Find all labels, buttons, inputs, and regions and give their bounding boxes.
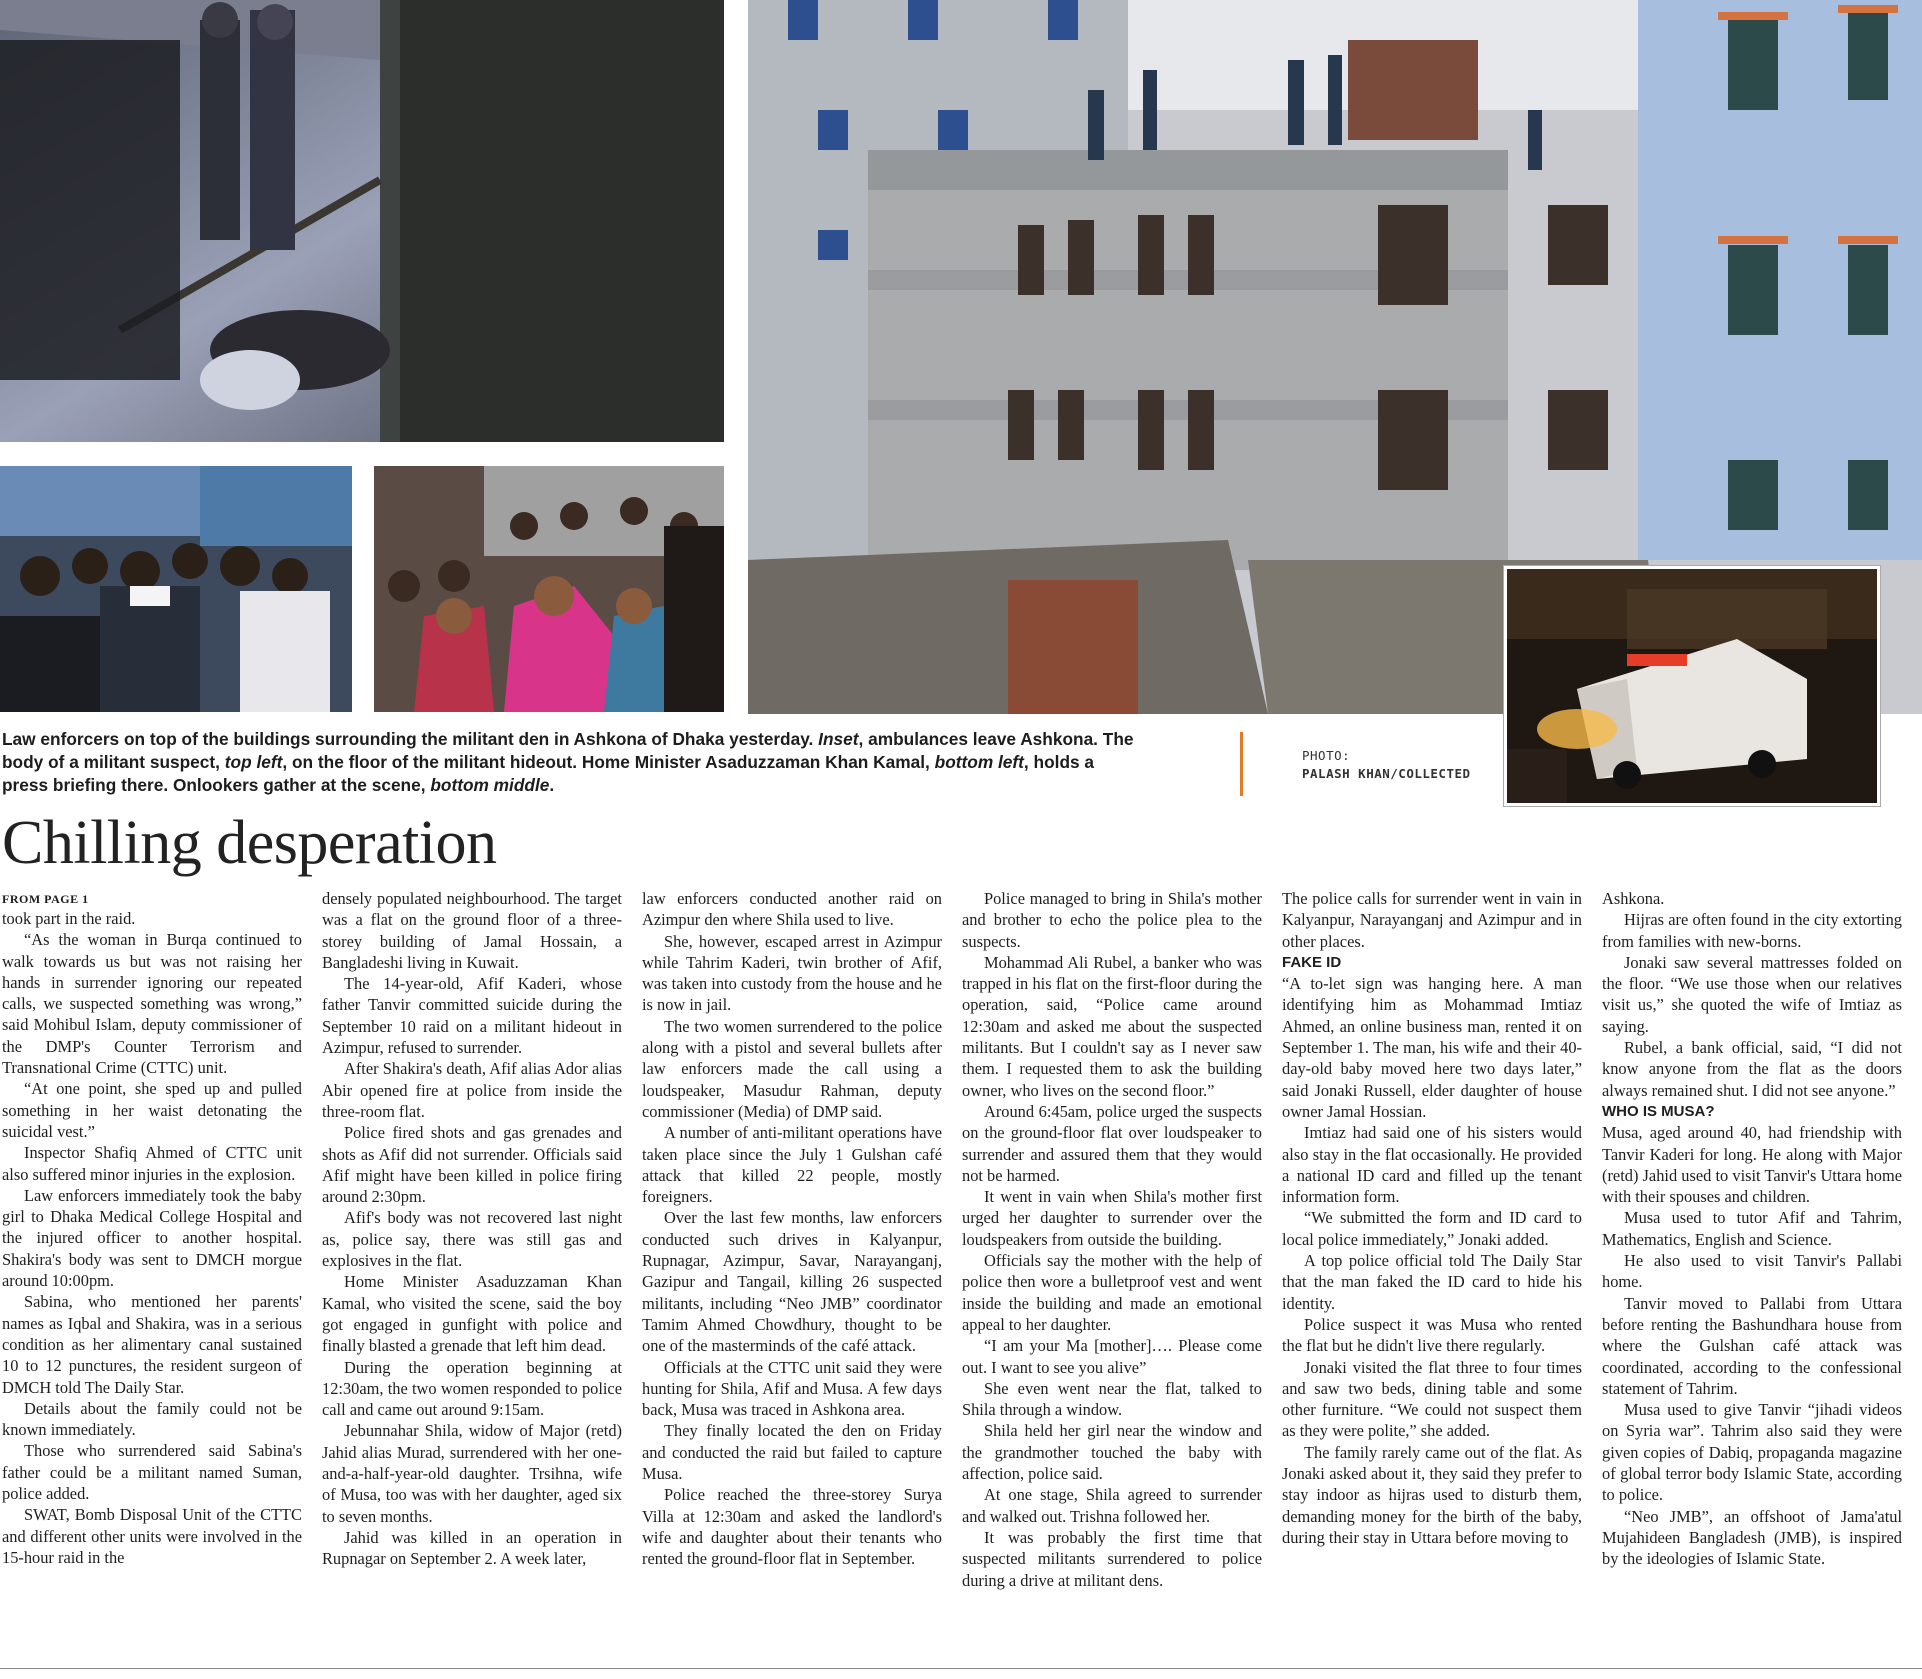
photo-bottom-left [0, 466, 352, 712]
paragraph: law enforcers conducted another raid on Azimpur den where Shila used to live. [642, 889, 942, 930]
caption-text-2: , ambulances leave Ashkona. The body of a militant suspect, [2, 729, 1134, 772]
paragraph: It went in vain when Shila's mother first urged her daughter to surrender over the loudspeakers from outside the building. [962, 1187, 1262, 1249]
paragraph: Jahid was killed in an operation in Rupnagar on September 2. A week later, [322, 1527, 622, 1569]
paragraph: Mohammad Ali Rubel, a banker who was trapped in his flat on the first-floor during the operation, said, “Police came around 12:30am and asked me about the suspected militants. But I couldn't say as I never saw them. I requested them to ask the building owner, who lives on the second floor.” [962, 952, 1262, 1100]
paragraph: It was probably the first time that suspected militants surrendered to police during a drive at militant dens. [962, 1527, 1262, 1590]
paragraph: The family rarely came out of the flat. As Jonaki asked about it, they said they prefer to stay indoor as hijras used to disturb them, demanding money for the birth of the baby, during their stay in Uttara before moving to [1282, 1442, 1582, 1547]
paragraph: Imtiaz had said one of his sisters would also stay in the flat occasionally. He provided a national ID card and filled up the tenant information form. [1282, 1123, 1582, 1207]
paragraph: Home Minister Asaduzzaman Khan Kamal, who visited the scene, said the boy got engaged in gunfight with police and finally blasted a grenade that left him dead. [322, 1272, 622, 1356]
article-column-4 [962, 888, 1262, 1663]
paragraph: The two women surrendered to the police along with a pistol and several bullets after law enforcers made the call using a loudspeaker, Masudur Rahman, deputy commissioner (Media) of DMP said. [642, 1016, 942, 1121]
caption-inset-word: Inset [818, 729, 859, 749]
photo-caption [2, 728, 1142, 797]
article-column-5 [1282, 888, 1582, 1663]
paragraph: Musa used to give Tanvir “jihadi videos on Syria war”. Tahrim also said they were given copies of Dabiq, propaganda magazine of global terror body Islamic State, according to police. [1602, 1400, 1902, 1505]
caption-top-left-word: top left [224, 752, 283, 772]
paragraph: Jonaki saw several mattresses folded on the floor. “We use those when our relatives visit us,” she quoted the wife of Imtiaz as saying. [1602, 952, 1902, 1036]
paragraph: Police reached the three-storey Surya Villa at 12:30am and asked the landlord's wife and daughter about their tenants who rented the ground-floor flat in September. [642, 1485, 942, 1569]
paragraph: Jebunnahar Shila, widow of Major (retd) Jahid alias Murad, surrendered with her one-and-a-half-year-old daughter. Trsihna, wife of Musa, too was with her daughter, aged six to seven months. [322, 1421, 622, 1526]
paragraph: During the operation beginning at 12:30am, the two women responded to police call and came out around 9:15am. [322, 1357, 622, 1420]
paragraph: took part in the raid. [2, 909, 136, 928]
caption-text-4: , holds a press briefing there. Onlookers gather at the scene, [2, 752, 1095, 795]
paragraph: Tanvir moved to Pallabi from Uttara before renting the Bashundhara house from where the Gulshan café attack was coordinated, according to the confessional statement of Tahrim. [1602, 1293, 1902, 1398]
photo-top-left [0, 0, 724, 442]
paragraph: They finally located the den on Friday and conducted the raid but failed to capture Musa. [642, 1421, 942, 1484]
paragraph: “We submitted the form and ID card to local police immediately,” Jonaki added. [1282, 1208, 1582, 1249]
paragraph: Inspector Shafiq Ahmed of CTTC unit also suffered minor injuries in the explosion. [2, 1143, 302, 1184]
paragraph: “At one point, she sped up and pulled something in her waist detonating the suicidal vest.” [2, 1079, 302, 1141]
paragraph: Officials say the mother with the help of police then wore a bulletproof vest and went inside the building and made an emotional appeal to her daughter. [962, 1251, 1262, 1334]
paragraph: Shila held her girl near the window and the grandmother touched the baby with affection, police said. [962, 1421, 1262, 1484]
photo-credit-label: PHOTO: [1302, 748, 1351, 763]
paragraph: “I am your Ma [mother]…. Please come out. I want to see you alive” [962, 1336, 1262, 1377]
paragraph: Musa, aged around 40, had friendship with Tanvir Kaderi for long. He along with Major (retd) Jahid used to visit Tanvir's Uttara home with their spouses and children. [1602, 1123, 1902, 1207]
continuation-kicker: FROM PAGE 1 [2, 892, 89, 906]
paragraph: She even went near the flat, talked to Shila through a window. [962, 1378, 1262, 1420]
paragraph: The police calls for surrender went in vain in Kalyanpur, Narayanganj and Azimpur and in other places. [1282, 889, 1582, 951]
photo-credit [1302, 747, 1471, 783]
paragraph: Ashkona. [1602, 889, 1665, 908]
paragraph: Hijras are often found in the city extorting from families with new-borns. [1602, 910, 1902, 951]
caption-bottom-middle-word: bottom middle [430, 775, 550, 795]
page-bottom-rule [0, 1668, 1922, 1669]
photo-credit-source: PALASH KHAN/COLLECTED [1302, 766, 1471, 781]
article-column-2 [322, 888, 622, 1663]
paragraph: A top police official told The Daily Star that the man faked the ID card to hide his identity. [1282, 1251, 1582, 1313]
paragraph: Sabina, who mentioned her parents' names as Iqbal and Shakira, was in a serious condition as her alimentary canal sustained 10 to 12 punctures, the resident surgeon of DMCH told The Daily Star. [2, 1292, 302, 1397]
photo-bottom-middle [374, 466, 724, 712]
subhead-fake-id: FAKE ID [1282, 953, 1342, 971]
article-column-6 [1602, 888, 1902, 1663]
paragraph: SWAT, Bomb Disposal Unit of the CTTC and different other units were involved in the 15-hour raid in the [2, 1505, 302, 1567]
paragraph: “As the woman in Burqa continued to walk towards us but was not raising her hands in surrender ignoring our repeated calls, we suspected something was wrong,” said Mohibul Islam, deputy commissioner of the DMP's Counter Terrorism and Transnational Crime (CTTC) unit. [2, 930, 302, 1078]
paragraph: Those who surrendered said Sabina's father could be a militant named Suman, police added. [2, 1441, 302, 1504]
paragraph: “A to-let sign was hanging here. A man identifying him as Mohammad Imtiaz Ahmed, an online business man, rented it on September 1. The man, his wife and their 40-day-old baby moved here two days later,” said Jonaki Russell, elder daughter of house owner Jamal Hossian. [1282, 974, 1582, 1121]
paragraph: Police fired shots and gas grenades and shots as Afif did not surrender. Officials said Afif might have been killed in police firing around 2:30pm. [322, 1123, 622, 1207]
paragraph: Over the last few months, law enforcers conducted such drives in Kalyanpur, Rupnagar, Azimpur, Savar, Narayanganj, Gazipur and Tangail, killing 26 suspected militants, including “Neo JMB” coordinator Tamim Ahmed Chowdhury, thought to be one of the masterminds of the café attack. [642, 1208, 942, 1356]
paragraph: After Shakira's death, Afif alias Ador alias Abir opened fire at police from inside the three-room flat. [322, 1059, 622, 1121]
paragraph: “Neo JMB”, an offshoot of Jama'atul Mujahideen Bangladesh (JMB), is inspired by the ideologies of Islamic State. [1602, 1506, 1902, 1569]
caption-text-3: , on the floor of the militant hideout. Home Minister Asaduzzaman Khan Kamal, [282, 752, 935, 772]
caption-end: . [549, 775, 555, 795]
paragraph: He also used to visit Tanvir's Pallabi home. [1602, 1251, 1902, 1292]
article-column-1 [2, 888, 302, 1663]
paragraph: Officials at the CTTC unit said they were hunting for Shila, Afif and Musa. A few days back, Musa was traced in Ashkona area. [642, 1357, 942, 1420]
paragraph: Around 6:45am, police urged the suspects on the ground-floor flat over loudspeaker to surrender and assured them that they would not be harmed. [962, 1101, 1262, 1185]
paragraph: Police managed to bring in Shila's mother and brother to echo the police plea to the suspects. [962, 889, 1262, 951]
caption-bottom-left-word: bottom left [934, 752, 1024, 772]
paragraph: Rubel, a bank official, said, “I did not know anyone from the flat as the doors always remained shut. I did not see anyone.” [1602, 1038, 1902, 1100]
subhead-who-is-musa: WHO IS MUSA? [1602, 1102, 1715, 1120]
paragraph: densely populated neighbourhood. The target was a flat on the ground floor of a three-storey building of Jamal Hossain, a Bangladeshi living in Kuwait. [322, 889, 622, 972]
paragraph: A number of anti-militant operations have taken place since the July 1 Gulshan café attack that killed 22 people, mostly foreigners. [642, 1123, 942, 1207]
paragraph: Jonaki visited the flat three to four times and saw two beds, dining table and some other furniture. “We could not suspect them as they were polite,” she added. [1282, 1357, 1582, 1441]
article-column-3 [642, 888, 942, 1663]
paragraph: At one stage, Shila agreed to surrender and walked out. Trishna followed her. [962, 1485, 1262, 1526]
paragraph: The 14-year-old, Afif Kaderi, whose father Tanvir committed suicide during the September 10 raid on a militant hideout in Azimpur, refused to surrender. [322, 974, 622, 1058]
paragraph: Law enforcers immediately took the baby girl to Dhaka Medical College Hospital and the injured officer to another hospital. Shakira's body was sent to DMCH morgue around 10:00pm. [2, 1185, 302, 1291]
paragraph: Afif's body was not recovered last night as, police say, there was still gas and explosives in the flat. [322, 1208, 622, 1271]
paragraph: Musa used to tutor Afif and Tahrim, Mathematics, English and Science. [1602, 1208, 1902, 1249]
headline: Chilling desperation [2, 809, 497, 877]
paragraph: She, however, escaped arrest in Azimpur while Tahrim Kaderi, twin brother of Afif, was taken into custody from the house and he is now in jail. [642, 931, 942, 1015]
caption-divider [1240, 732, 1243, 796]
photo-inset-ambulance [1504, 566, 1880, 806]
paragraph: Police suspect it was Musa who rented the flat but he didn't live there regularly. [1282, 1314, 1582, 1356]
caption-text-1: Law enforcers on top of the buildings surrounding the militant den in Ashkona of Dhaka yesterday. [2, 729, 819, 749]
paragraph: Details about the family could not be known immediately. [2, 1398, 302, 1440]
